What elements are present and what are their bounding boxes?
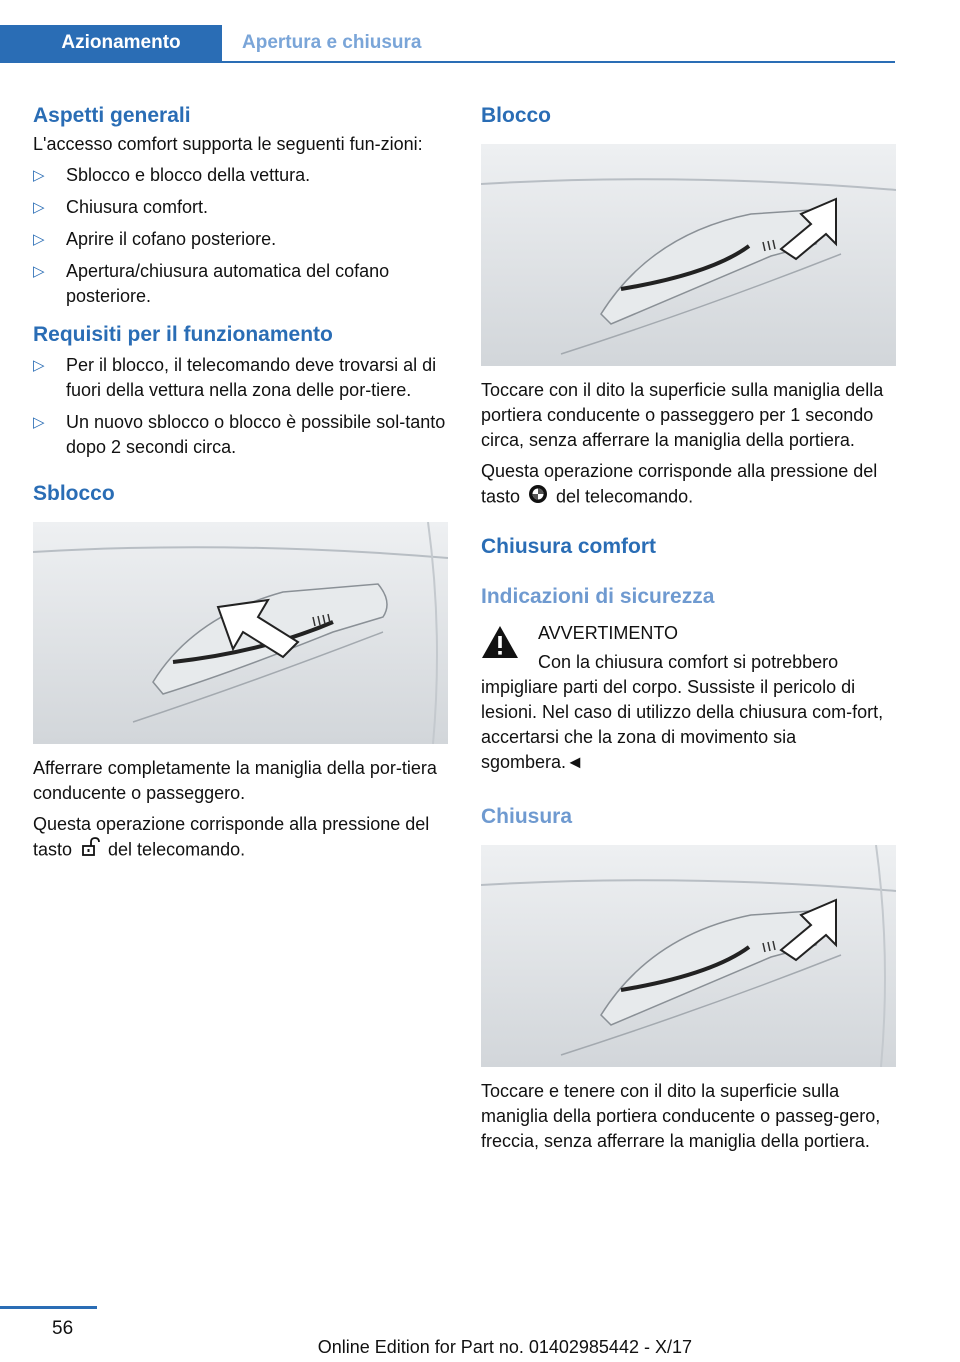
requisiti-list bbox=[33, 353, 448, 460]
section-title-requisiti: Requisiti per il funzionamento bbox=[33, 323, 333, 346]
triangle-bullet-icon: ▷ bbox=[33, 167, 45, 184]
section-title-chiusura: Chiusura bbox=[481, 805, 573, 828]
triangle-bullet-icon: ▷ bbox=[33, 357, 45, 374]
door-handle-unlock-image bbox=[33, 522, 448, 744]
triangle-bullet-icon: ▷ bbox=[33, 199, 45, 216]
triangle-bullet-icon: ▷ bbox=[33, 263, 45, 280]
triangle-bullet-icon: ▷ bbox=[33, 414, 45, 431]
list-item: ▷ Sblocco e blocco della vettura. bbox=[33, 163, 448, 188]
aspetti-list bbox=[33, 163, 448, 309]
blocco-text-1: Toccare con il dito la superficie sulla maniglia della portiera conducente o passeggero per 1 secondo circa, senza afferrare la maniglia della portiera. bbox=[481, 380, 884, 450]
aspetti-intro: L'accesso comfort supporta le seguenti fun-zioni: bbox=[33, 134, 423, 154]
door-handle-lock-image bbox=[481, 144, 896, 366]
list-item: ▷ Apertura/chiusura automatica del cofano posteriore. bbox=[33, 261, 390, 306]
tab-apertura-chiusura[interactable]: Apertura e chiusura bbox=[242, 32, 422, 53]
list-item: ▷ Chiusura comfort. bbox=[33, 195, 448, 220]
section-title-sicurezza: Indicazioni di sicurezza bbox=[481, 585, 715, 608]
list-item: ▷ Aprire il cofano posteriore. bbox=[33, 227, 448, 252]
left-column bbox=[33, 100, 448, 864]
blocco-text-2: Questa operazione corrisponde alla pressione del tasto del telecomando. bbox=[481, 459, 896, 511]
footer-divider bbox=[0, 1306, 97, 1309]
list-item: ▷ Un nuovo sblocco o blocco è possibile sol-tanto dopo 2 secondi circa. bbox=[33, 412, 446, 457]
page-number: 56 bbox=[52, 1318, 74, 1339]
section-title-sblocco: Sblocco bbox=[33, 482, 115, 505]
bmw-logo-lock-icon bbox=[528, 484, 548, 511]
section-title-chiusura-comfort: Chiusura comfort bbox=[481, 535, 657, 558]
section-title-aspetti: Aspetti generali bbox=[33, 104, 191, 127]
unlock-key-icon bbox=[80, 837, 100, 864]
section-title-blocco: Blocco bbox=[481, 104, 552, 127]
warning-text: Con la chiusura comfort si potrebbero impigliare parti del corpo. Sussiste il pericolo di lesioni. Nel caso di utilizzo della chiusura com-fort, accertarsi che la zona di movimento sia sgombera.◄ bbox=[481, 652, 884, 772]
triangle-bullet-icon: ▷ bbox=[33, 231, 45, 248]
list-item: ▷ Per il blocco, il telecomando deve trovarsi al di fuori della vettura nella zona delle por-tiere. bbox=[33, 355, 437, 400]
warning-label: AVVERTIMENTO bbox=[538, 623, 679, 643]
door-handle-close-image bbox=[481, 845, 896, 1067]
edition-note: Online Edition for Part no. 01402985442 - X/17 bbox=[317, 1337, 692, 1357]
chapter-tabbar bbox=[0, 25, 895, 63]
warning-triangle-icon bbox=[481, 625, 519, 664]
tab-azionamento[interactable]: Azionamento bbox=[0, 25, 222, 61]
sblocco-text-1: Afferrare completamente la maniglia della por-tiera conducente o passeggero. bbox=[33, 758, 437, 803]
right-column bbox=[481, 100, 896, 1154]
warning-block bbox=[481, 621, 896, 775]
chiusura-text: Toccare e tenere con il dito la superficie sulla maniglia della portiera conducente o passeg-gero, freccia, senza afferrare la maniglia della portiera. bbox=[481, 1081, 881, 1151]
sblocco-text-2: Questa operazione corrisponde alla pressione del tasto del telecomando. bbox=[33, 812, 448, 864]
